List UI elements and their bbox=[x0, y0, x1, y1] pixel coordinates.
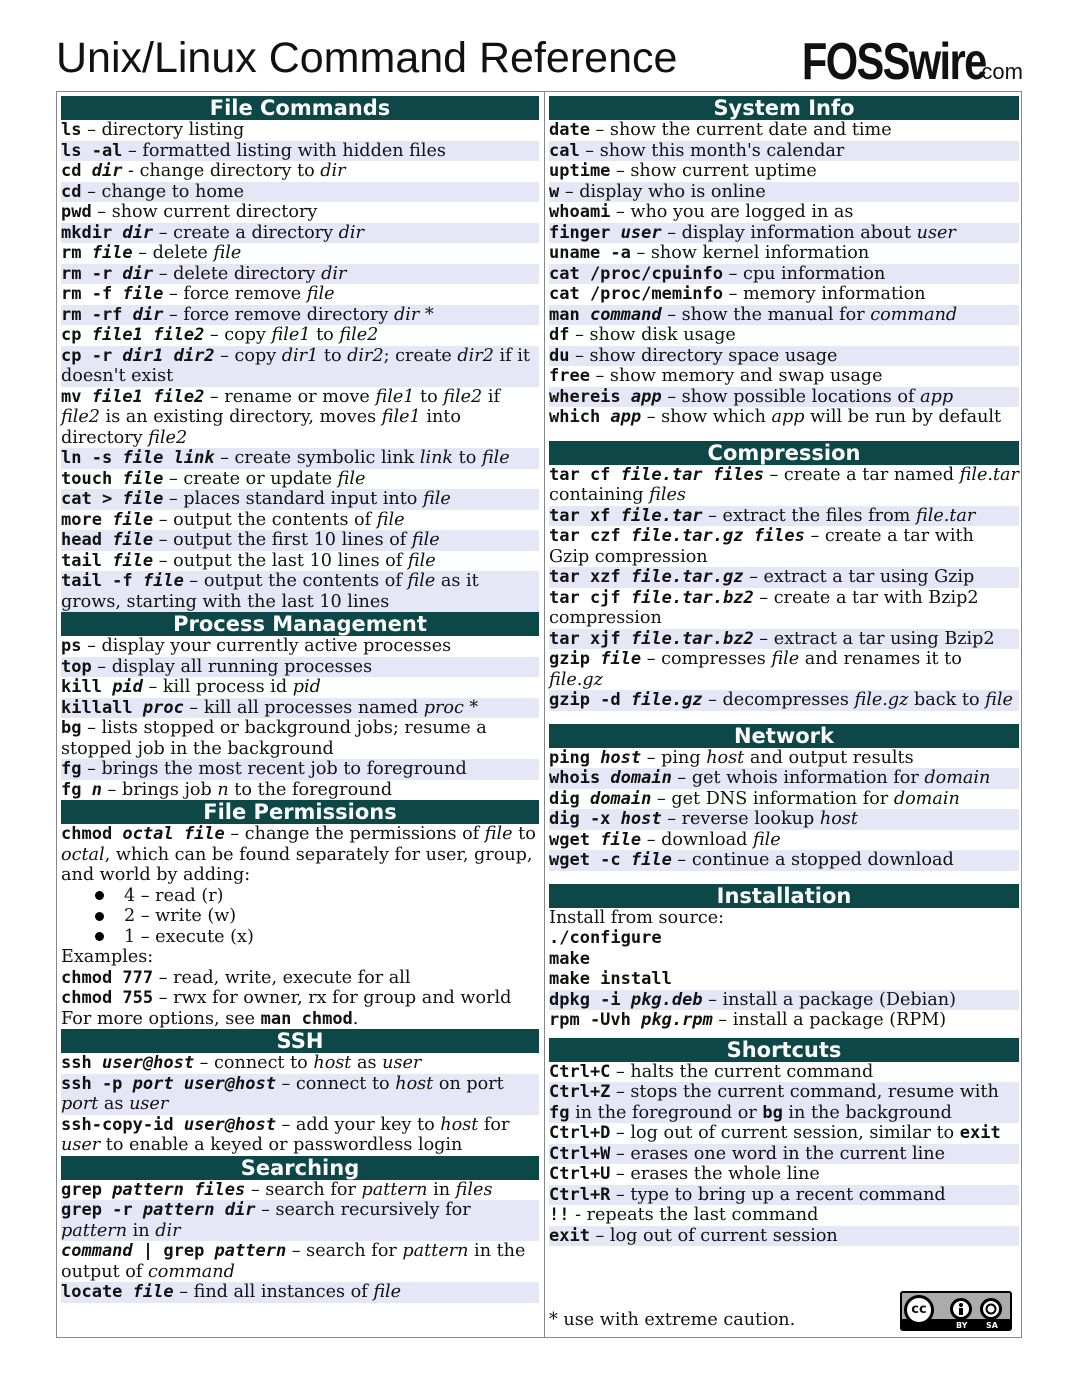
list-item: kill pid – kill process id pid bbox=[61, 677, 539, 698]
list-item: w – display who is online bbox=[549, 182, 1019, 203]
install-dpkg: dpkg -i pkg.deb – install a package (Debian) bbox=[549, 990, 1019, 1011]
list-item: more file – output the contents of file bbox=[61, 510, 539, 531]
list-item: ssh user@host – connect to host as user bbox=[61, 1053, 539, 1074]
list-item: Ctrl+R – type to bring up a recent command bbox=[549, 1185, 1019, 1206]
list-item: bg – lists stopped or background jobs; resume a stopped job in the background bbox=[61, 718, 539, 759]
list-item: man command – show the manual for command bbox=[549, 305, 1019, 326]
bullet-read: 4 – read (r) bbox=[61, 886, 539, 907]
system-info-list bbox=[549, 120, 1019, 428]
list-item: tail file – output the last 10 lines of file bbox=[61, 551, 539, 572]
list-item: tail -f file – output the contents of file as it grows, starting with the last 10 lines bbox=[61, 571, 539, 612]
brand-name: FOSSwire bbox=[801, 33, 986, 91]
list-item: df – show disk usage bbox=[549, 325, 1019, 346]
list-item: Ctrl+D – log out of current session, similar to exit bbox=[549, 1123, 1019, 1144]
list-item: cat > file – places standard input into file bbox=[61, 489, 539, 510]
list-item: ssh -p port user@host – connect to host on port port as user bbox=[61, 1074, 539, 1115]
sa-label: SA bbox=[986, 1321, 998, 1330]
column-divider bbox=[544, 92, 545, 1337]
caution-footnote: * use with extreme caution. bbox=[549, 1310, 796, 1330]
install-intro: Install from source: bbox=[549, 908, 1019, 929]
list-item: gzip -d file.gz – decompresses file.gz back to file bbox=[549, 690, 1019, 711]
install-step-make: make bbox=[549, 949, 1019, 970]
list-item: wget -c file – continue a stopped download bbox=[549, 850, 1019, 871]
fosswire-logo bbox=[756, 32, 1023, 92]
list-item: date – show the current date and time bbox=[549, 120, 1019, 141]
section-header-file-commands: File Commands bbox=[61, 96, 539, 120]
list-item: uptime – show current uptime bbox=[549, 161, 1019, 182]
install-step-configure: ./configure bbox=[549, 928, 1019, 949]
list-item: wget file – download file bbox=[549, 830, 1019, 851]
list-item: ps – display your currently active processes bbox=[61, 636, 539, 657]
ssh-list bbox=[61, 1053, 539, 1156]
installation-block bbox=[549, 908, 1019, 1031]
list-item: cd dir - change directory to dir bbox=[61, 161, 539, 182]
list-item: tar czf file.tar.gz files – create a tar with Gzip compression bbox=[549, 526, 1019, 567]
section-header-network: Network bbox=[549, 724, 1019, 748]
compression-list bbox=[549, 465, 1019, 711]
list-item: cat /proc/meminfo – memory information bbox=[549, 284, 1019, 305]
list-item: Ctrl+Z – stops the current command, resume with fg in the foreground or bg in the background bbox=[549, 1082, 1019, 1123]
list-item: mkdir dir – create a directory dir bbox=[61, 223, 539, 244]
network-list bbox=[549, 748, 1019, 871]
list-item: cp file1 file2 – copy file1 to file2 bbox=[61, 325, 539, 346]
list-item: command | grep pattern – search for pattern in the output of command bbox=[61, 1241, 539, 1282]
example-755: chmod 755 – rwx for owner, rx for group and world bbox=[61, 988, 539, 1009]
searching-list bbox=[61, 1180, 539, 1303]
list-item: uname -a – show kernel information bbox=[549, 243, 1019, 264]
list-item: mv file1 file2 – rename or move file1 to file2 if file2 is an existing directory, moves file1 into directory file2 bbox=[61, 387, 539, 449]
list-item: dig -x host – reverse lookup host bbox=[549, 809, 1019, 830]
list-item: top – display all running processes bbox=[61, 657, 539, 678]
install-rpm: rpm -Uvh pkg.rpm – install a package (RPM) bbox=[549, 1010, 1019, 1031]
list-item: whoami – who you are logged in as bbox=[549, 202, 1019, 223]
list-item: ssh-copy-id user@host – add your key to host for user to enable a keyed or passwordless login bbox=[61, 1115, 539, 1156]
list-item: dig domain – get DNS information for domain bbox=[549, 789, 1019, 810]
by-label: BY bbox=[956, 1321, 968, 1330]
example-777: chmod 777 – read, write, execute for all bbox=[61, 968, 539, 989]
install-step-make-install: make install bbox=[549, 969, 1019, 990]
list-item: rm file – delete file bbox=[61, 243, 539, 264]
list-item: Ctrl+C – halts the current command bbox=[549, 1062, 1019, 1083]
by-icon bbox=[950, 1298, 972, 1320]
right-column bbox=[549, 96, 1019, 1246]
permissions-block bbox=[61, 824, 539, 1029]
left-column bbox=[61, 96, 539, 1303]
list-item: ls -al – formatted listing with hidden files bbox=[61, 141, 539, 162]
list-item: rm -r dir – delete directory dir bbox=[61, 264, 539, 285]
page-title: Unix/Linux Command Reference bbox=[56, 34, 678, 82]
process-list bbox=[61, 636, 539, 800]
list-item: fg n – brings job n to the foreground bbox=[61, 780, 539, 801]
brand-suffix: .com bbox=[975, 59, 1023, 84]
list-item: ls – directory listing bbox=[61, 120, 539, 141]
list-item: grep -r pattern dir – search recursively for pattern in dir bbox=[61, 1200, 539, 1241]
list-item: Ctrl+W – erases one word in the current line bbox=[549, 1144, 1019, 1165]
list-item: cal – show this month's calendar bbox=[549, 141, 1019, 162]
list-item: pwd – show current directory bbox=[61, 202, 539, 223]
bullet-write: 2 – write (w) bbox=[61, 906, 539, 927]
cc-icon: cc bbox=[904, 1295, 934, 1325]
list-item: finger user – display information about user bbox=[549, 223, 1019, 244]
list-item: tar xf file.tar – extract the files from file.tar bbox=[549, 506, 1019, 527]
section-header-system-info: System Info bbox=[549, 96, 1019, 120]
list-item: whois domain – get whois information for domain bbox=[549, 768, 1019, 789]
list-item: ping host – ping host and output results bbox=[549, 748, 1019, 769]
list-item: grep pattern files – search for pattern in files bbox=[61, 1180, 539, 1201]
permissions-intro: chmod octal file – change the permissions of file to octal, which can be found separately for user, group, and world by adding: bbox=[61, 824, 539, 886]
list-item: tar cjf file.tar.bz2 – create a tar with Bzip2 compression bbox=[549, 588, 1019, 629]
examples-label: Examples: bbox=[61, 947, 539, 968]
list-item: head file – output the first 10 lines of file bbox=[61, 530, 539, 551]
list-item: fg – brings the most recent job to foreground bbox=[61, 759, 539, 780]
list-item: cd – change to home bbox=[61, 182, 539, 203]
bullet-dot bbox=[95, 932, 104, 941]
list-item: rm -rf dir – force remove directory dir * bbox=[61, 305, 539, 326]
shortcuts-list bbox=[549, 1062, 1019, 1247]
list-item: locate file – find all instances of file bbox=[61, 1282, 539, 1303]
list-item: exit – log out of current session bbox=[549, 1226, 1019, 1247]
section-header-installation: Installation bbox=[549, 884, 1019, 908]
list-item: free – show memory and swap usage bbox=[549, 366, 1019, 387]
list-item: killall proc – kill all processes named proc * bbox=[61, 698, 539, 719]
list-item: Ctrl+U – erases the whole line bbox=[549, 1164, 1019, 1185]
section-header-searching: Searching bbox=[61, 1156, 539, 1180]
file-commands-list bbox=[61, 120, 539, 612]
list-item: tar cf file.tar files – create a tar named file.tar containing files bbox=[549, 464, 1019, 505]
list-item: which app – show which app will be run by default bbox=[549, 407, 1019, 428]
list-item: !! - repeats the last command bbox=[549, 1205, 1019, 1226]
section-header-file-permissions: File Permissions bbox=[61, 800, 539, 824]
sa-icon bbox=[980, 1298, 1002, 1320]
more-options: For more options, see man chmod. bbox=[61, 1009, 539, 1030]
list-item: whereis app – show possible locations of app bbox=[549, 387, 1019, 408]
creative-commons-badge bbox=[900, 1291, 1012, 1331]
list-item: tar xjf file.tar.bz2 – extract a tar using Bzip2 bbox=[549, 629, 1019, 650]
bullet-dot bbox=[95, 891, 104, 900]
list-item: tar xzf file.tar.gz – extract a tar using Gzip bbox=[549, 567, 1019, 588]
list-item: gzip file – compresses file and renames it to file.gz bbox=[549, 649, 1019, 690]
section-header-compression: Compression bbox=[549, 441, 1019, 465]
section-header-ssh: SSH bbox=[61, 1029, 539, 1053]
section-header-shortcuts: Shortcuts bbox=[549, 1038, 1019, 1062]
bullet-dot bbox=[95, 912, 104, 921]
section-header-process-management: Process Management bbox=[61, 612, 539, 636]
bullet-execute: 1 – execute (x) bbox=[61, 927, 539, 948]
list-item: du – show directory space usage bbox=[549, 346, 1019, 367]
list-item: cp -r dir1 dir2 – copy dir1 to dir2; create dir2 if it doesn't exist bbox=[61, 346, 539, 387]
list-item: ln -s file link – create symbolic link link to file bbox=[61, 448, 539, 469]
list-item: cat /proc/cpuinfo – cpu information bbox=[549, 264, 1019, 285]
list-item: touch file – create or update file bbox=[61, 469, 539, 490]
list-item: rm -f file – force remove file bbox=[61, 284, 539, 305]
